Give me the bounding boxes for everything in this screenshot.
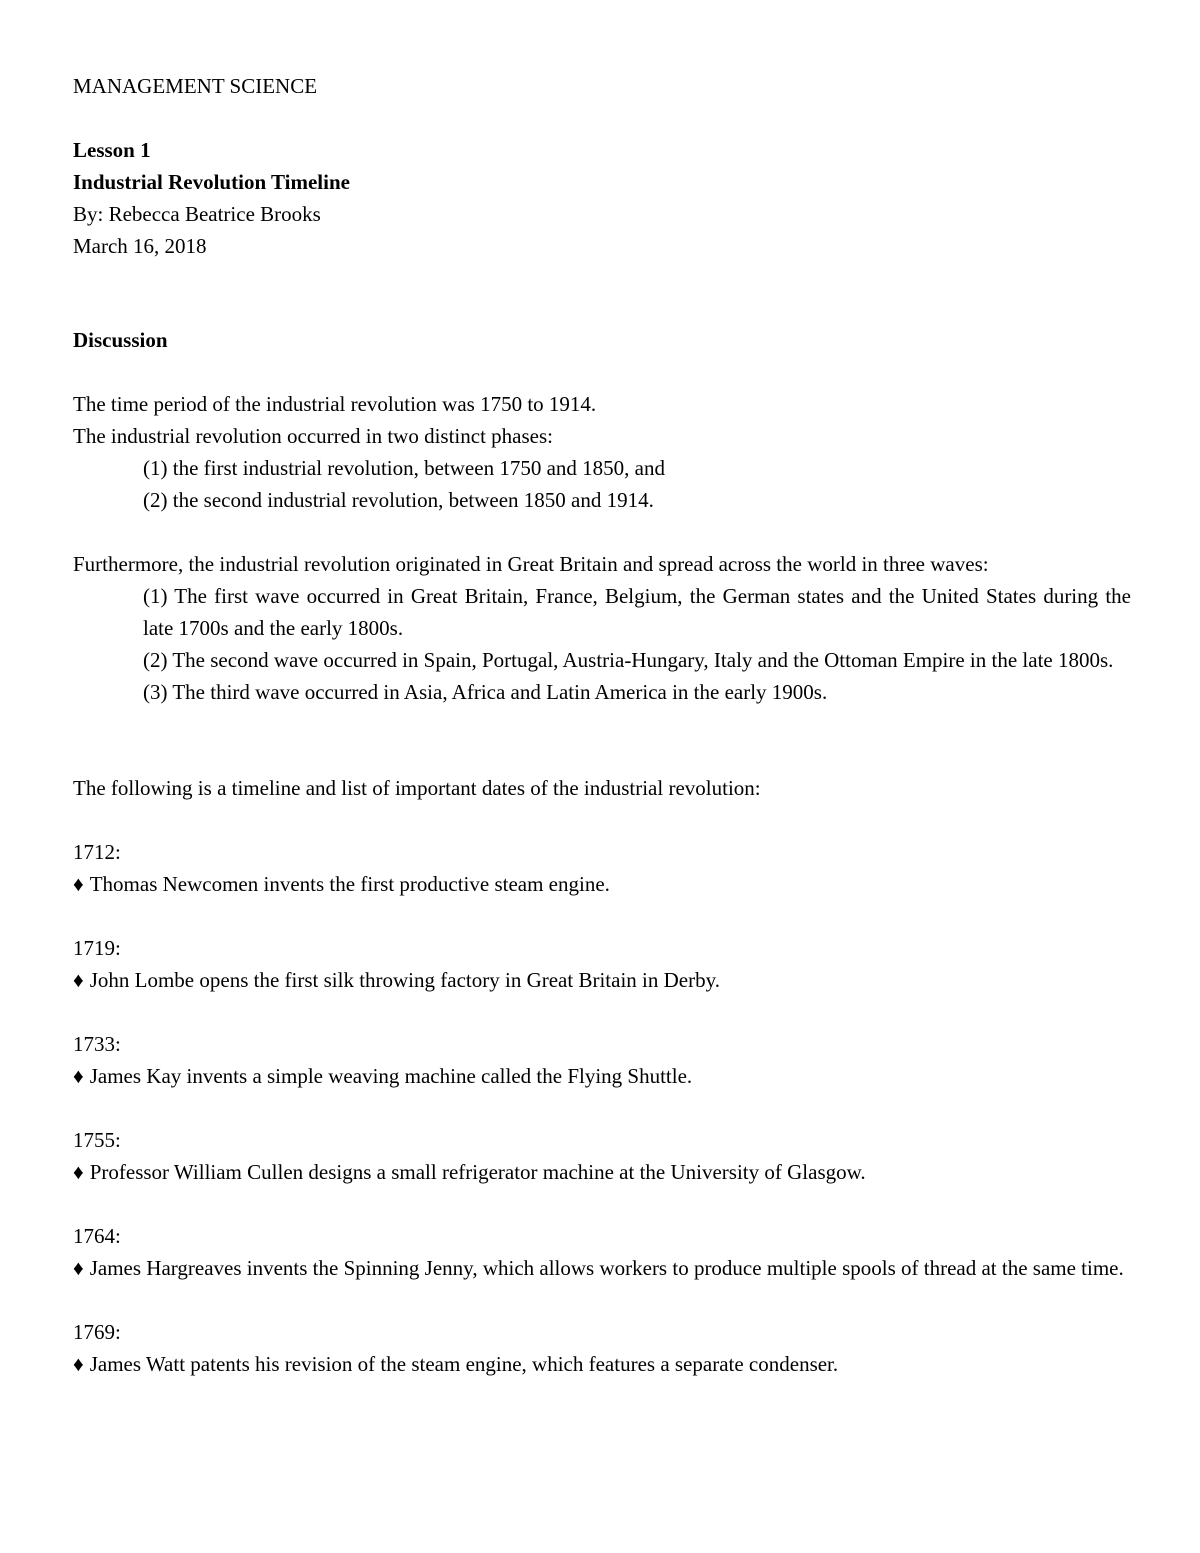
timeline-intro: The following is a timeline and list of important dates of the industrial revolution: xyxy=(73,776,761,800)
diamond-bullet-icon: ♦ xyxy=(73,968,84,992)
timeline-event-text: Thomas Newcomen invents the first productive steam engine. xyxy=(89,872,610,896)
wave-item: (1) The first wave occurred in Great Britain, France, Belgium, the German states and the United States during the late 1700s and the early 1800s. xyxy=(143,584,1131,640)
document-title: Industrial Revolution Timeline xyxy=(73,170,350,194)
phase-item: (2) the second industrial revolution, between 1850 and 1914. xyxy=(143,488,654,512)
spacer xyxy=(73,102,1131,134)
wave-item: (2) The second wave occurred in Spain, Portugal, Austria-Hungary, Italy and the Ottoman Empire in the late 1800s. xyxy=(143,648,1114,672)
author-line: By: Rebecca Beatrice Brooks xyxy=(73,202,321,226)
diamond-bullet-icon: ♦ xyxy=(73,1160,84,1184)
timeline-event xyxy=(73,1156,1131,1188)
phases-intro: The industrial revolution occurred in two distinct phases: xyxy=(73,424,553,448)
timeline-event-text: James Watt patents his revision of the steam engine, which features a separate condenser. xyxy=(89,1352,839,1376)
diamond-bullet-icon: ♦ xyxy=(73,872,84,896)
timeline-event xyxy=(73,964,1131,996)
timeline-event xyxy=(73,1348,1131,1380)
spacer xyxy=(73,708,1131,772)
diamond-bullet-icon: ♦ xyxy=(73,1256,84,1280)
timeline-event xyxy=(73,1060,1131,1092)
spacer xyxy=(73,804,1131,836)
phase-item: (1) the first industrial revolution, between 1750 and 1850, and xyxy=(143,456,665,480)
timeline-year: 1755: xyxy=(73,1128,121,1152)
period-sentence: The time period of the industrial revolution was 1750 to 1914. xyxy=(73,392,597,416)
date-line: March 16, 2018 xyxy=(73,234,207,258)
timeline-year: 1733: xyxy=(73,1032,121,1056)
course-title: MANAGEMENT SCIENCE xyxy=(73,74,318,98)
timeline-event xyxy=(73,868,1131,900)
timeline-year: 1769: xyxy=(73,1320,121,1344)
spacer xyxy=(73,356,1131,388)
timeline-event-text: Professor William Cullen designs a small refrigerator machine at the University of Glasgow. xyxy=(89,1160,866,1184)
timeline-entry xyxy=(73,1124,1131,1188)
timeline-entry xyxy=(73,1316,1131,1380)
diamond-bullet-icon: ♦ xyxy=(73,1064,84,1088)
diamond-bullet-icon: ♦ xyxy=(73,1352,84,1376)
timeline-event xyxy=(73,1252,1131,1284)
wave-item: (3) The third wave occurred in Asia, Africa and Latin America in the early 1900s. xyxy=(143,680,828,704)
timeline-event-text: John Lombe opens the first silk throwing factory in Great Britain in Derby. xyxy=(89,968,720,992)
timeline-year: 1764: xyxy=(73,1224,121,1248)
timeline-entry xyxy=(73,836,1131,900)
document-page xyxy=(73,70,1131,1380)
timeline-entry xyxy=(73,932,1131,996)
timeline-entry xyxy=(73,1220,1131,1284)
timeline-year: 1719: xyxy=(73,936,121,960)
spacer xyxy=(73,262,1131,324)
spacer xyxy=(73,516,1131,548)
discussion-heading: Discussion xyxy=(73,328,168,352)
lesson-label: Lesson 1 xyxy=(73,138,151,162)
timeline-event-text: James Hargreaves invents the Spinning Jenny, which allows workers to produce multiple spools of thread at the same time. xyxy=(89,1256,1124,1280)
waves-intro: Furthermore, the industrial revolution originated in Great Britain and spread across the world in three waves: xyxy=(73,552,989,576)
timeline-list xyxy=(73,836,1131,1380)
timeline-event-text: James Kay invents a simple weaving machine called the Flying Shuttle. xyxy=(89,1064,693,1088)
timeline-entry xyxy=(73,1028,1131,1092)
timeline-year: 1712: xyxy=(73,840,121,864)
